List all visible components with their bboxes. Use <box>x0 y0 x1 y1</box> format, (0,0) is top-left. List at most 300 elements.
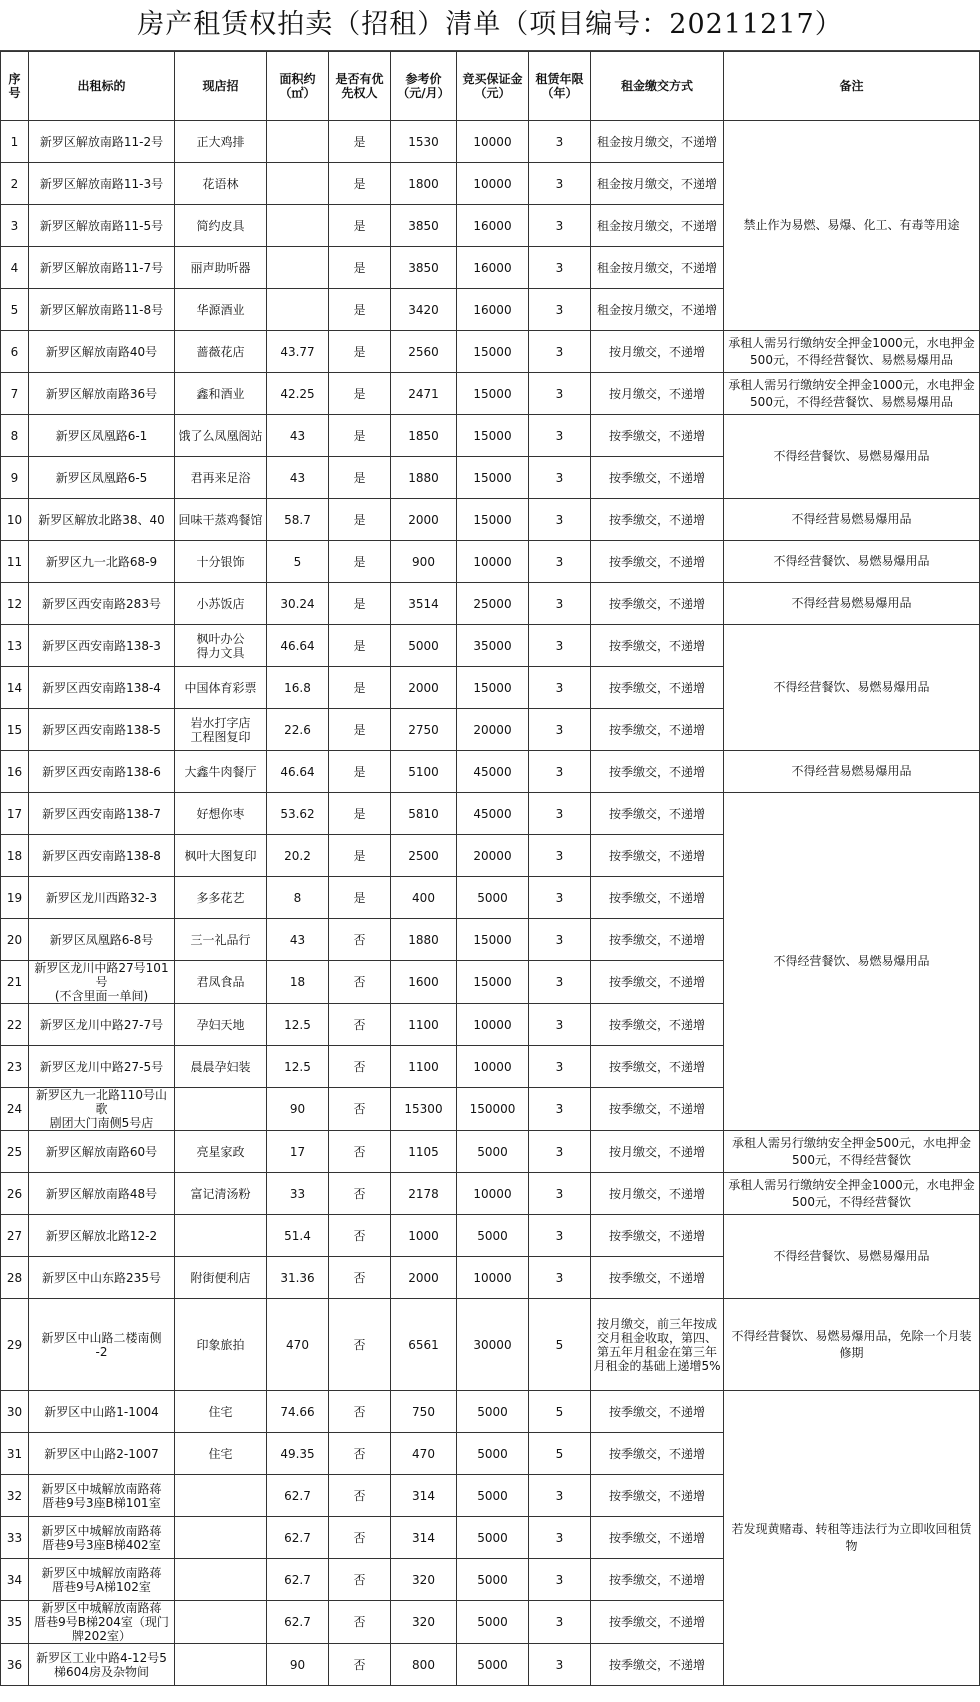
cell-price: 6561 <box>391 1299 457 1391</box>
cell-deposit: 10000 <box>457 1173 529 1215</box>
cell-area: 16.8 <box>267 667 329 709</box>
cell-priority: 否 <box>329 1088 391 1131</box>
table-row <box>1 499 980 541</box>
cell-years: 3 <box>529 709 591 751</box>
cell-priority: 否 <box>329 1601 391 1644</box>
cell-price: 2500 <box>391 835 457 877</box>
cell-seq: 24 <box>1 1088 29 1131</box>
cell-years: 3 <box>529 499 591 541</box>
cell-payment: 租金按月缴交，不递增 <box>591 205 724 247</box>
cell-target: 新罗区西安南路138-5 <box>29 709 175 751</box>
cell-target: 新罗区解放南路11-3号 <box>29 163 175 205</box>
cell-deposit: 15000 <box>457 373 529 415</box>
cell-years: 3 <box>529 1601 591 1644</box>
cell-years: 5 <box>529 1433 591 1475</box>
cell-store: 花语林 <box>175 163 267 205</box>
cell-target: 新罗区工业中路4-12号5 梯604房及杂物间 <box>29 1644 175 1686</box>
cell-payment: 按季缴交，不递增 <box>591 1644 724 1686</box>
cell-seq: 31 <box>1 1433 29 1475</box>
cell-store <box>175 1475 267 1517</box>
cell-deposit: 20000 <box>457 709 529 751</box>
header-note: 备注 <box>724 52 980 121</box>
cell-deposit: 10000 <box>457 1004 529 1046</box>
cell-payment: 租金按月缴交，不递增 <box>591 247 724 289</box>
cell-deposit: 30000 <box>457 1299 529 1391</box>
cell-years: 3 <box>529 583 591 625</box>
cell-seq: 17 <box>1 793 29 835</box>
cell-priority: 是 <box>329 121 391 163</box>
cell-deposit: 5000 <box>457 877 529 919</box>
cell-deposit: 15000 <box>457 331 529 373</box>
cell-deposit: 16000 <box>457 247 529 289</box>
cell-payment: 按季缴交，不递增 <box>591 793 724 835</box>
table-row <box>1 1131 980 1173</box>
cell-target: 新罗区西安南路138-8 <box>29 835 175 877</box>
cell-payment: 按季缴交，不递增 <box>591 877 724 919</box>
cell-payment: 按月缴交，前三年按成交月租金收取，第四、第五年月租金在第三年月租金的基础上递增5% <box>591 1299 724 1391</box>
cell-area: 62.7 <box>267 1559 329 1601</box>
cell-area: 74.66 <box>267 1391 329 1433</box>
table-header-row <box>1 52 980 121</box>
table-row <box>1 793 980 835</box>
cell-price: 1530 <box>391 121 457 163</box>
cell-price: 400 <box>391 877 457 919</box>
cell-years: 3 <box>529 289 591 331</box>
cell-store: 好想你枣 <box>175 793 267 835</box>
cell-payment: 按季缴交，不递增 <box>591 1433 724 1475</box>
cell-priority: 是 <box>329 331 391 373</box>
cell-price: 2000 <box>391 667 457 709</box>
cell-price: 2000 <box>391 1257 457 1299</box>
cell-years: 3 <box>529 1004 591 1046</box>
cell-area: 42.25 <box>267 373 329 415</box>
cell-priority: 否 <box>329 1004 391 1046</box>
cell-price: 3514 <box>391 583 457 625</box>
cell-target: 新罗区龙川中路27-5号 <box>29 1046 175 1088</box>
cell-seq: 28 <box>1 1257 29 1299</box>
cell-target: 新罗区西安南路138-7 <box>29 793 175 835</box>
cell-payment: 按季缴交，不递增 <box>591 1391 724 1433</box>
cell-years: 3 <box>529 1517 591 1559</box>
cell-store: 住宅 <box>175 1433 267 1475</box>
cell-priority: 否 <box>329 1391 391 1433</box>
cell-area: 31.36 <box>267 1257 329 1299</box>
cell-priority: 是 <box>329 415 391 457</box>
cell-area: 22.6 <box>267 709 329 751</box>
cell-seq: 36 <box>1 1644 29 1686</box>
header-payment: 租金缴交方式 <box>591 52 724 121</box>
cell-deposit: 5000 <box>457 1433 529 1475</box>
cell-target: 新罗区解放南路40号 <box>29 331 175 373</box>
cell-seq: 2 <box>1 163 29 205</box>
cell-store: 饿了么凤凰阁站 <box>175 415 267 457</box>
rental-list-table <box>0 51 980 1686</box>
cell-store: 鑫和酒业 <box>175 373 267 415</box>
table-row <box>1 121 980 163</box>
cell-priority: 否 <box>329 1173 391 1215</box>
cell-payment: 按月缴交，不递增 <box>591 331 724 373</box>
cell-target: 新罗区解放南路48号 <box>29 1173 175 1215</box>
table-row <box>1 541 980 583</box>
cell-price: 314 <box>391 1517 457 1559</box>
cell-target: 新罗区中山路二楼南侧 -2 <box>29 1299 175 1391</box>
cell-deposit: 20000 <box>457 835 529 877</box>
cell-seq: 23 <box>1 1046 29 1088</box>
cell-priority: 否 <box>329 1517 391 1559</box>
cell-deposit: 15000 <box>457 457 529 499</box>
cell-price: 2471 <box>391 373 457 415</box>
cell-target: 新罗区解放南路11-2号 <box>29 121 175 163</box>
cell-store: 大鑫牛肉餐厅 <box>175 751 267 793</box>
cell-seq: 15 <box>1 709 29 751</box>
cell-target: 新罗区龙川中路27号101号 (不含里面一单间) <box>29 961 175 1004</box>
cell-priority: 否 <box>329 919 391 961</box>
cell-area: 30.24 <box>267 583 329 625</box>
cell-years: 3 <box>529 1644 591 1686</box>
cell-priority: 否 <box>329 1475 391 1517</box>
cell-payment: 按月缴交，不递增 <box>591 1173 724 1215</box>
cell-target: 新罗区解放北路12-2 <box>29 1215 175 1257</box>
cell-target: 新罗区解放南路60号 <box>29 1131 175 1173</box>
cell-seq: 27 <box>1 1215 29 1257</box>
cell-area <box>267 289 329 331</box>
cell-note: 承租人需另行缴纳安全押金1000元，水电押金500元，不得经营餐饮、易燃易爆用品 <box>724 373 980 415</box>
cell-years: 3 <box>529 373 591 415</box>
cell-store: 晨晨孕妇装 <box>175 1046 267 1088</box>
cell-store <box>175 1644 267 1686</box>
cell-store: 回味干蒸鸡餐馆 <box>175 499 267 541</box>
cell-price: 1880 <box>391 919 457 961</box>
cell-price: 470 <box>391 1433 457 1475</box>
cell-store: 华源酒业 <box>175 289 267 331</box>
cell-note: 承租人需另行缴纳安全押金1000元，水电押金500元，不得经营餐饮 <box>724 1173 980 1215</box>
cell-store: 亮星家政 <box>175 1131 267 1173</box>
cell-years: 5 <box>529 1391 591 1433</box>
cell-years: 3 <box>529 1215 591 1257</box>
cell-priority: 否 <box>329 1644 391 1686</box>
cell-deposit: 5000 <box>457 1391 529 1433</box>
cell-seq: 11 <box>1 541 29 583</box>
cell-price: 15300 <box>391 1088 457 1131</box>
cell-store: 十分银饰 <box>175 541 267 583</box>
cell-price: 1100 <box>391 1046 457 1088</box>
cell-seq: 34 <box>1 1559 29 1601</box>
cell-seq: 22 <box>1 1004 29 1046</box>
cell-target: 新罗区九一北路110号山歌 剧团大门南侧5号店 <box>29 1088 175 1131</box>
table-row <box>1 1215 980 1257</box>
cell-price: 5000 <box>391 625 457 667</box>
cell-payment: 租金按月缴交，不递增 <box>591 163 724 205</box>
cell-target: 新罗区解放南路11-8号 <box>29 289 175 331</box>
cell-area: 20.2 <box>267 835 329 877</box>
cell-store: 君再来足浴 <box>175 457 267 499</box>
cell-target: 新罗区中城解放南路蒋 厝巷9号B梯204室（现门 牌202室） <box>29 1601 175 1644</box>
cell-area: 33 <box>267 1173 329 1215</box>
cell-note: 不得经营餐饮、易燃易爆用品 <box>724 1215 980 1299</box>
cell-area: 90 <box>267 1088 329 1131</box>
cell-deposit: 10000 <box>457 1046 529 1088</box>
cell-payment: 按季缴交，不递增 <box>591 499 724 541</box>
cell-store: 小苏饭店 <box>175 583 267 625</box>
cell-priority: 是 <box>329 625 391 667</box>
cell-area: 58.7 <box>267 499 329 541</box>
cell-price: 3850 <box>391 205 457 247</box>
cell-payment: 按季缴交，不递增 <box>591 751 724 793</box>
cell-seq: 7 <box>1 373 29 415</box>
cell-deposit: 5000 <box>457 1559 529 1601</box>
cell-price: 2560 <box>391 331 457 373</box>
cell-deposit: 5000 <box>457 1475 529 1517</box>
cell-payment: 按季缴交，不递增 <box>591 1004 724 1046</box>
cell-priority: 是 <box>329 667 391 709</box>
cell-payment: 按季缴交，不递增 <box>591 415 724 457</box>
cell-seq: 29 <box>1 1299 29 1391</box>
cell-target: 新罗区解放南路11-5号 <box>29 205 175 247</box>
cell-deposit: 150000 <box>457 1088 529 1131</box>
cell-price: 1800 <box>391 163 457 205</box>
cell-priority: 是 <box>329 247 391 289</box>
cell-priority: 否 <box>329 1559 391 1601</box>
cell-price: 5810 <box>391 793 457 835</box>
header-area: 面积约（㎡） <box>267 52 329 121</box>
cell-price: 2750 <box>391 709 457 751</box>
header-years: 租赁年限（年） <box>529 52 591 121</box>
cell-area: 12.5 <box>267 1004 329 1046</box>
cell-payment: 按季缴交，不递增 <box>591 961 724 1004</box>
cell-price: 2000 <box>391 499 457 541</box>
cell-deposit: 15000 <box>457 667 529 709</box>
table-row <box>1 1299 980 1391</box>
cell-deposit: 10000 <box>457 541 529 583</box>
cell-store: 简约皮具 <box>175 205 267 247</box>
cell-seq: 13 <box>1 625 29 667</box>
cell-store <box>175 1215 267 1257</box>
cell-price: 314 <box>391 1475 457 1517</box>
cell-price: 3420 <box>391 289 457 331</box>
cell-years: 3 <box>529 1257 591 1299</box>
cell-seq: 16 <box>1 751 29 793</box>
cell-area: 18 <box>267 961 329 1004</box>
cell-payment: 按季缴交，不递增 <box>591 1517 724 1559</box>
cell-deposit: 5000 <box>457 1215 529 1257</box>
cell-note: 不得经营餐饮、易燃易爆用品 <box>724 625 980 751</box>
cell-area: 62.7 <box>267 1517 329 1559</box>
cell-seq: 21 <box>1 961 29 1004</box>
cell-deposit: 10000 <box>457 1257 529 1299</box>
cell-payment: 按季缴交，不递增 <box>591 457 724 499</box>
cell-store <box>175 1559 267 1601</box>
cell-seq: 12 <box>1 583 29 625</box>
cell-target: 新罗区中城解放南路蒋 厝巷9号3座B梯101室 <box>29 1475 175 1517</box>
table-row <box>1 373 980 415</box>
cell-years: 3 <box>529 541 591 583</box>
cell-deposit: 15000 <box>457 499 529 541</box>
cell-priority: 是 <box>329 289 391 331</box>
cell-seq: 30 <box>1 1391 29 1433</box>
cell-note: 不得经营易燃易爆用品 <box>724 751 980 793</box>
cell-target: 新罗区西安南路138-4 <box>29 667 175 709</box>
cell-years: 3 <box>529 877 591 919</box>
cell-area: 17 <box>267 1131 329 1173</box>
cell-priority: 否 <box>329 1257 391 1299</box>
cell-area: 43 <box>267 457 329 499</box>
cell-years: 3 <box>529 1475 591 1517</box>
cell-deposit: 16000 <box>457 205 529 247</box>
cell-priority: 是 <box>329 835 391 877</box>
cell-priority: 是 <box>329 583 391 625</box>
cell-years: 3 <box>529 415 591 457</box>
cell-target: 新罗区西安南路138-6 <box>29 751 175 793</box>
table-row <box>1 583 980 625</box>
cell-priority: 否 <box>329 1131 391 1173</box>
cell-note: 不得经营易燃易爆用品 <box>724 499 980 541</box>
cell-store: 三一礼品行 <box>175 919 267 961</box>
cell-payment: 按季缴交，不递增 <box>591 1475 724 1517</box>
cell-store: 正大鸡排 <box>175 121 267 163</box>
table-row <box>1 1391 980 1433</box>
cell-seq: 32 <box>1 1475 29 1517</box>
cell-note: 不得经营餐饮、易燃易爆用品，免除一个月装修期 <box>724 1299 980 1391</box>
cell-target: 新罗区解放南路36号 <box>29 373 175 415</box>
cell-target: 新罗区中山东路235号 <box>29 1257 175 1299</box>
cell-years: 3 <box>529 1046 591 1088</box>
table-row <box>1 415 980 457</box>
cell-store: 丽声助听器 <box>175 247 267 289</box>
cell-seq: 35 <box>1 1601 29 1644</box>
cell-deposit: 5000 <box>457 1517 529 1559</box>
cell-payment: 按季缴交，不递增 <box>591 541 724 583</box>
cell-payment: 按月缴交，不递增 <box>591 1131 724 1173</box>
cell-payment: 按季缴交，不递增 <box>591 1046 724 1088</box>
cell-note: 禁止作为易燃、易爆、化工、有毒等用途 <box>724 121 980 331</box>
table-row <box>1 1173 980 1215</box>
cell-payment: 租金按月缴交，不递增 <box>591 289 724 331</box>
cell-note: 若发现黄赌毒、转租等违法行为立即收回租赁物 <box>724 1391 980 1686</box>
cell-years: 3 <box>529 835 591 877</box>
cell-seq: 4 <box>1 247 29 289</box>
cell-area: 43 <box>267 919 329 961</box>
cell-priority: 是 <box>329 457 391 499</box>
cell-target: 新罗区九一北路68-9 <box>29 541 175 583</box>
cell-target: 新罗区龙川中路27-7号 <box>29 1004 175 1046</box>
cell-note: 不得经营易燃易爆用品 <box>724 583 980 625</box>
cell-target: 新罗区中城解放南路蒋 厝巷9号A梯102室 <box>29 1559 175 1601</box>
table-row <box>1 751 980 793</box>
cell-priority: 是 <box>329 373 391 415</box>
cell-seq: 9 <box>1 457 29 499</box>
cell-priority: 否 <box>329 1046 391 1088</box>
cell-area: 62.7 <box>267 1475 329 1517</box>
cell-price: 1100 <box>391 1004 457 1046</box>
cell-seq: 6 <box>1 331 29 373</box>
cell-payment: 按季缴交，不递增 <box>591 919 724 961</box>
header-target: 出租标的 <box>29 52 175 121</box>
cell-target: 新罗区解放北路38、40 <box>29 499 175 541</box>
cell-years: 3 <box>529 1131 591 1173</box>
cell-target: 新罗区中城解放南路蒋 厝巷9号3座B梯402室 <box>29 1517 175 1559</box>
cell-area: 12.5 <box>267 1046 329 1088</box>
cell-years: 3 <box>529 793 591 835</box>
cell-seq: 5 <box>1 289 29 331</box>
cell-priority: 是 <box>329 499 391 541</box>
cell-area: 90 <box>267 1644 329 1686</box>
cell-deposit: 10000 <box>457 121 529 163</box>
cell-note: 不得经营餐饮、易燃易爆用品 <box>724 793 980 1131</box>
cell-store: 君凤食品 <box>175 961 267 1004</box>
cell-seq: 10 <box>1 499 29 541</box>
cell-priority: 是 <box>329 709 391 751</box>
cell-years: 3 <box>529 961 591 1004</box>
cell-store: 枫叶大图复印 <box>175 835 267 877</box>
cell-years: 3 <box>529 667 591 709</box>
table-row <box>1 625 980 667</box>
cell-years: 3 <box>529 625 591 667</box>
cell-deposit: 5000 <box>457 1644 529 1686</box>
header-price: 参考价（元/月） <box>391 52 457 121</box>
cell-area: 46.64 <box>267 625 329 667</box>
cell-price: 320 <box>391 1559 457 1601</box>
cell-payment: 按季缴交，不递增 <box>591 835 724 877</box>
cell-seq: 18 <box>1 835 29 877</box>
cell-area <box>267 163 329 205</box>
cell-deposit: 16000 <box>457 289 529 331</box>
cell-years: 3 <box>529 1559 591 1601</box>
cell-priority: 否 <box>329 1215 391 1257</box>
cell-area: 470 <box>267 1299 329 1391</box>
cell-priority: 否 <box>329 961 391 1004</box>
cell-area: 51.4 <box>267 1215 329 1257</box>
cell-note: 不得经营餐饮、易燃易爆用品 <box>724 415 980 499</box>
cell-price: 1850 <box>391 415 457 457</box>
cell-years: 3 <box>529 457 591 499</box>
cell-seq: 14 <box>1 667 29 709</box>
cell-seq: 25 <box>1 1131 29 1173</box>
cell-seq: 8 <box>1 415 29 457</box>
cell-price: 1600 <box>391 961 457 1004</box>
cell-price: 800 <box>391 1644 457 1686</box>
page-title: 房产租赁权拍卖（招租）清单（项目编号：20211217） <box>0 0 980 51</box>
cell-years: 5 <box>529 1299 591 1391</box>
cell-priority: 是 <box>329 877 391 919</box>
cell-seq: 3 <box>1 205 29 247</box>
cell-area: 8 <box>267 877 329 919</box>
cell-area: 43.77 <box>267 331 329 373</box>
cell-deposit: 15000 <box>457 919 529 961</box>
cell-deposit: 5000 <box>457 1131 529 1173</box>
cell-target: 新罗区中山路2-1007 <box>29 1433 175 1475</box>
cell-deposit: 5000 <box>457 1601 529 1644</box>
cell-price: 900 <box>391 541 457 583</box>
cell-store: 孕妇天地 <box>175 1004 267 1046</box>
cell-priority: 否 <box>329 1299 391 1391</box>
cell-store: 岩水打字店 工程图复印 <box>175 709 267 751</box>
header-deposit: 竞买保证金（元） <box>457 52 529 121</box>
cell-area: 43 <box>267 415 329 457</box>
header-store: 现店招 <box>175 52 267 121</box>
cell-years: 3 <box>529 751 591 793</box>
cell-seq: 1 <box>1 121 29 163</box>
cell-years: 3 <box>529 1173 591 1215</box>
cell-area: 53.62 <box>267 793 329 835</box>
cell-payment: 按季缴交，不递增 <box>591 1601 724 1644</box>
cell-store <box>175 1601 267 1644</box>
cell-payment: 按季缴交，不递增 <box>591 583 724 625</box>
cell-payment: 按季缴交，不递增 <box>591 709 724 751</box>
cell-years: 3 <box>529 247 591 289</box>
cell-store: 印象旅拍 <box>175 1299 267 1391</box>
cell-store: 枫叶办公 得力文具 <box>175 625 267 667</box>
cell-price: 1000 <box>391 1215 457 1257</box>
